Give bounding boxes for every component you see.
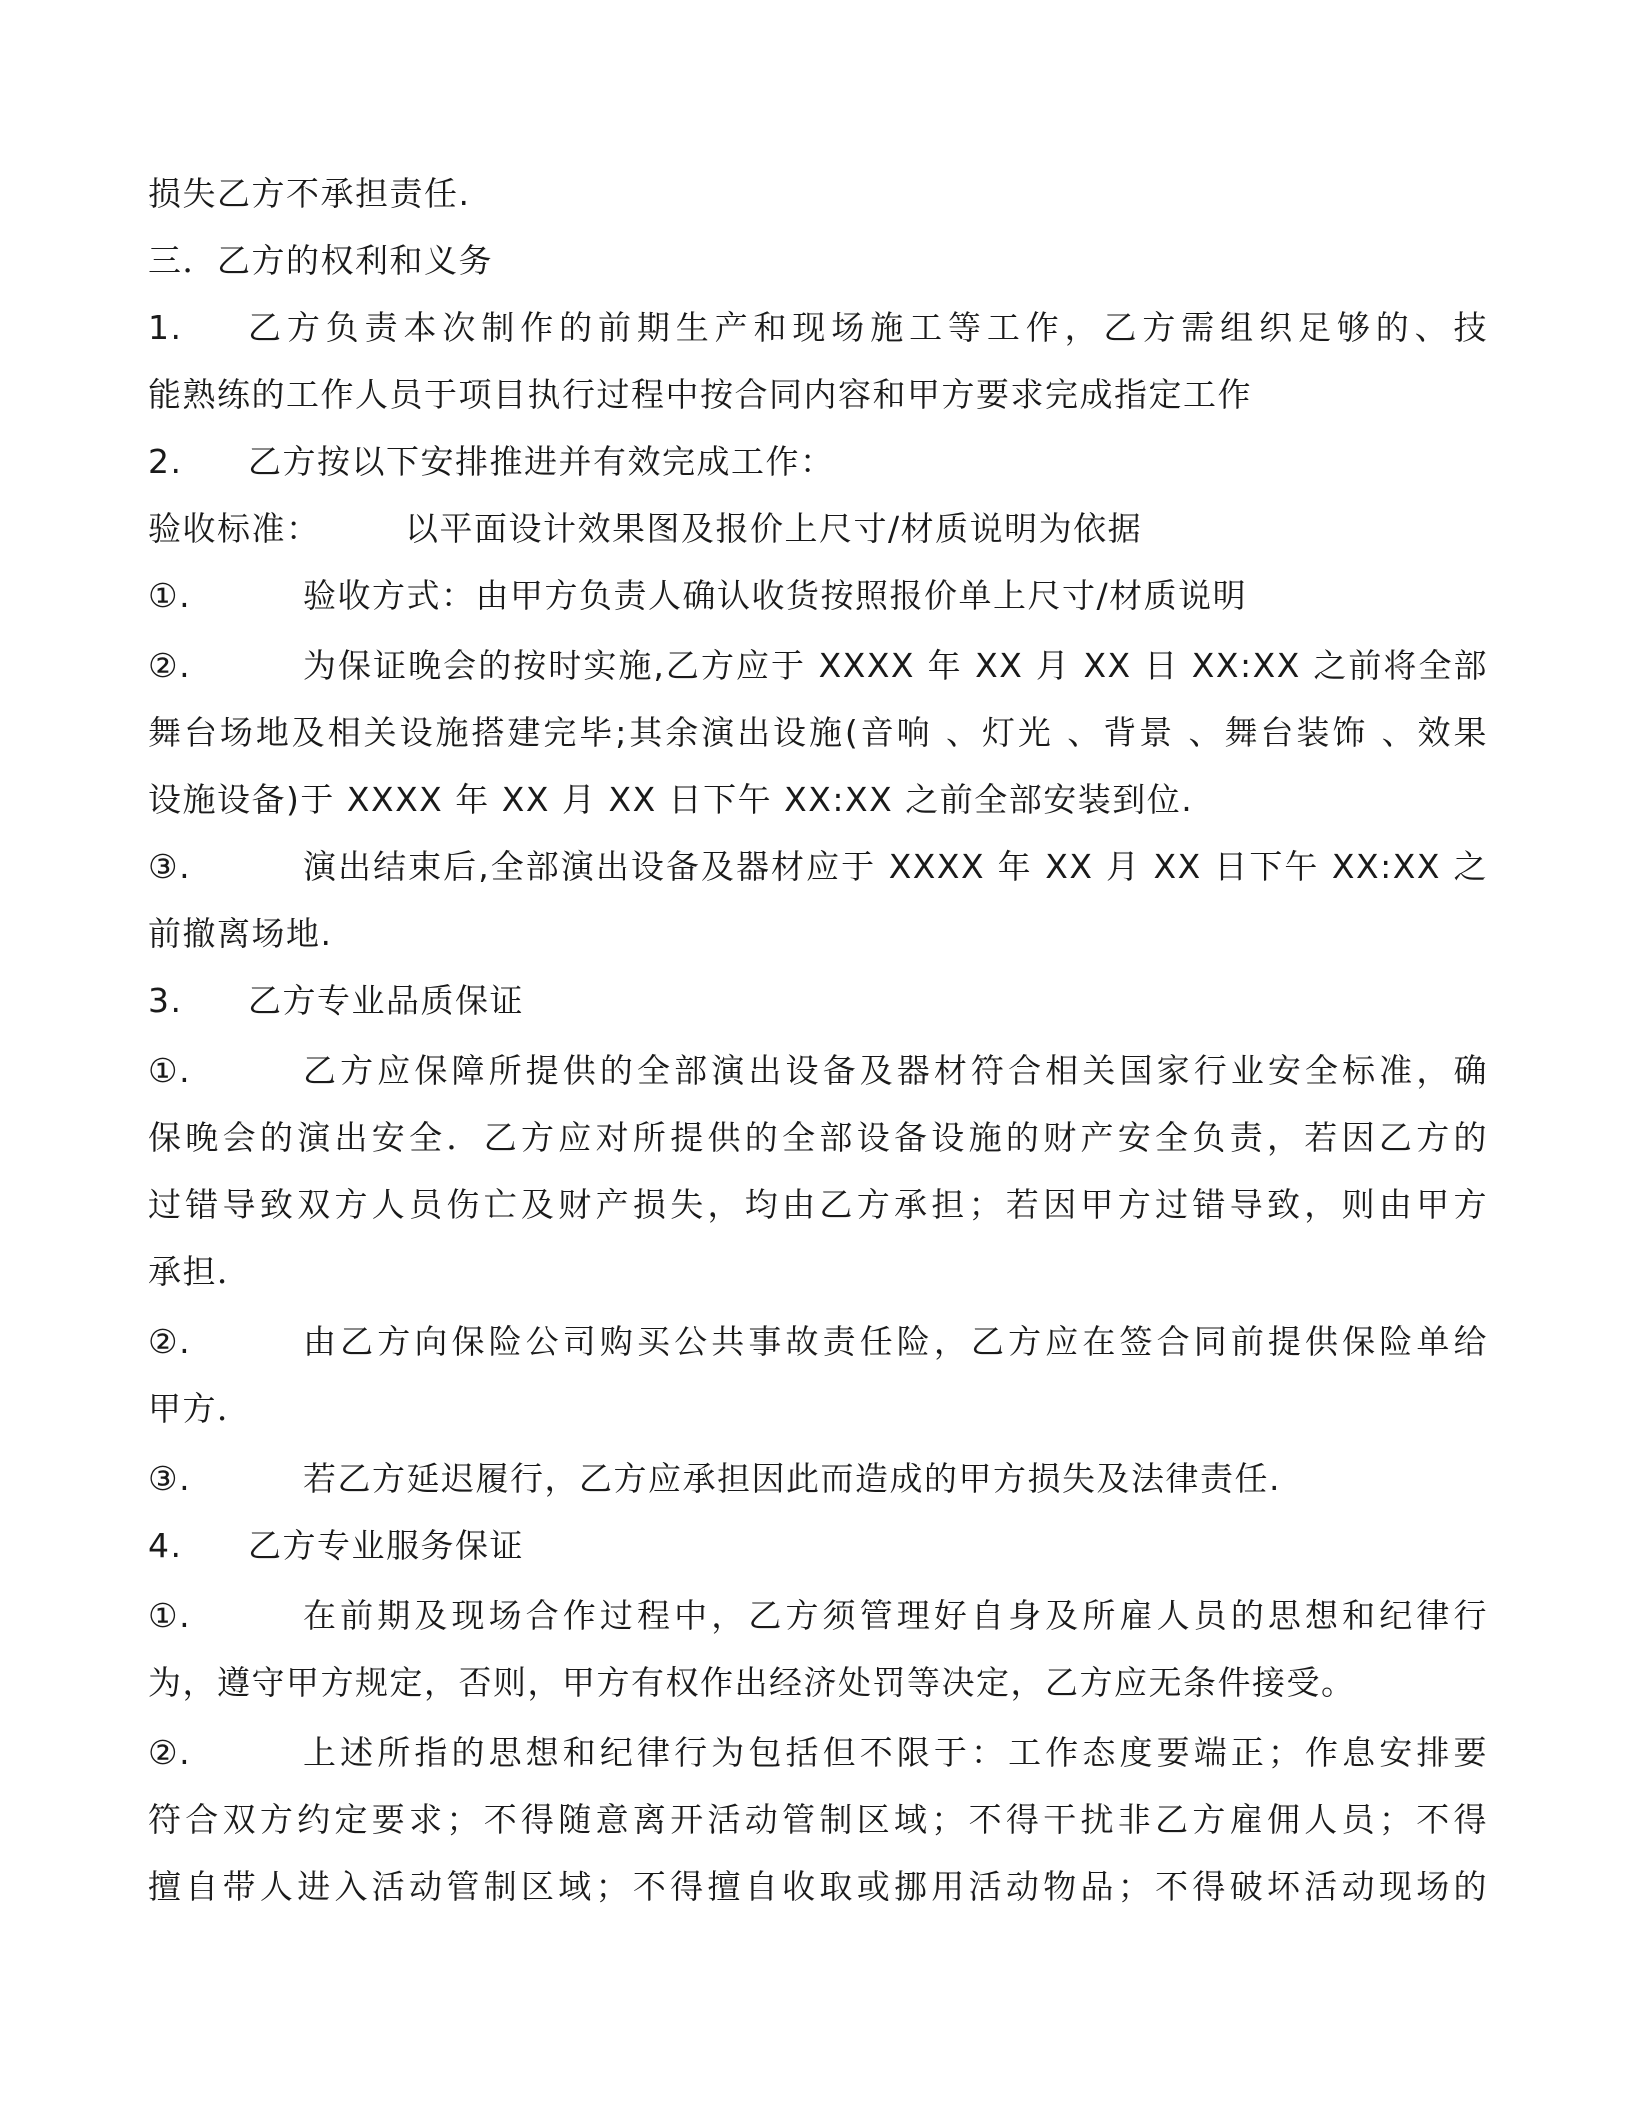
document-body xyxy=(148,160,1488,1920)
subitem-text: 由乙方向保险公司购买公共事故责任险，乙方应在签合同前提供保险单给 xyxy=(303,1322,1488,1361)
paragraph-line xyxy=(148,1238,1488,1305)
line-text: 保晚会的演出安全．乙方应对所提供的全部设备设施的财产安全负责，若因乙方的 xyxy=(148,1118,1488,1157)
line-text: 承担． xyxy=(148,1252,252,1291)
line-text: 以平面设计效果图及报价上尺寸/材质说明为依据 xyxy=(405,509,1143,548)
numbered-subitem xyxy=(148,1719,1488,1786)
subitem-number: ②. xyxy=(148,1733,192,1772)
paragraph-line xyxy=(148,1853,1488,1920)
paragraph-line xyxy=(148,361,1488,428)
paragraph-line xyxy=(148,766,1488,833)
line-label: 验收标准： xyxy=(148,509,321,548)
paragraph-line xyxy=(148,1375,1488,1442)
subitem-number: ③. xyxy=(148,1459,192,1498)
numbered-item xyxy=(148,294,1488,361)
subitem-number: ③. xyxy=(148,847,192,886)
subitem-text: 在前期及现场合作过程中，乙方须管理好自身及所雇人员的思想和纪律行 xyxy=(303,1596,1488,1635)
numbered-subitem xyxy=(148,562,1488,629)
subitem-number: ②. xyxy=(148,646,192,685)
numbered-subitem xyxy=(148,632,1488,699)
subitem-number: ②. xyxy=(148,1322,192,1361)
line-text: 舞台场地及相关设施搭建完毕;其余演出设施(音响 、灯光 、背景 、舞台装饰 、效果 xyxy=(148,713,1488,752)
subitem-number: ①. xyxy=(148,1051,192,1090)
subitem-text: 演出结束后,全部演出设备及器材应于 XXXX 年 XX 月 XX 日下午 XX:XX 之 xyxy=(303,847,1488,886)
line-text: 损失乙方不承担责任. xyxy=(148,174,471,213)
section-heading xyxy=(148,227,1488,294)
line-text: 过错导致双方人员伤亡及财产损失，均由乙方承担；若因甲方过错导致，则由甲方 xyxy=(148,1185,1488,1224)
labeled-line xyxy=(148,495,1488,562)
paragraph-line xyxy=(148,1649,1488,1716)
line-text: 擅自带人进入活动管制区域；不得擅自收取或挪用活动物品；不得破坏活动现场的 xyxy=(148,1867,1488,1906)
numbered-subitem xyxy=(148,1037,1488,1104)
item-number: 4. xyxy=(148,1526,183,1565)
line-text: 为，遵守甲方规定，否则，甲方有权作出经济处罚等决定，乙方应无条件接受。 xyxy=(148,1663,1356,1702)
item-number: 2. xyxy=(148,442,183,481)
line-text: 能熟练的工作人员于项目执行过程中按合同内容和甲方要求完成指定工作 xyxy=(148,375,1252,414)
numbered-subitem xyxy=(148,833,1488,900)
item-text: 乙方专业品质保证 xyxy=(248,981,524,1020)
subitem-text: 验收方式：由甲方负责人确认收货按照报价单上尺寸/材质说明 xyxy=(303,576,1248,615)
numbered-item xyxy=(148,428,1488,495)
item-text: 乙方专业服务保证 xyxy=(248,1526,524,1565)
subitem-text: 乙方应保障所提供的全部演出设备及器材符合相关国家行业安全标准，确 xyxy=(303,1051,1488,1090)
paragraph-line xyxy=(148,160,1488,227)
line-text: 甲方． xyxy=(148,1389,252,1428)
subitem-text: 若乙方延迟履行，乙方应承担因此而造成的甲方损失及法律责任. xyxy=(303,1459,1281,1498)
item-text: 乙方按以下安排推进并有效完成工作： xyxy=(248,442,835,481)
numbered-item xyxy=(148,967,1488,1034)
numbered-item xyxy=(148,1512,1488,1579)
paragraph-line xyxy=(148,699,1488,766)
paragraph-line xyxy=(148,1171,1488,1238)
line-text: 前撤离场地. xyxy=(148,914,333,953)
paragraph-line xyxy=(148,1786,1488,1853)
item-number: 1. xyxy=(148,308,183,347)
section-title: 三．乙方的权利和义务 xyxy=(148,241,493,280)
numbered-subitem xyxy=(148,1308,1488,1375)
item-text: 乙方负责本次制作的前期生产和现场施工等工作，乙方需组织足够的、技 xyxy=(248,308,1488,347)
subitem-number: ①. xyxy=(148,1596,192,1635)
numbered-subitem xyxy=(148,1582,1488,1649)
line-text: 设施设备)于 XXXX 年 XX 月 XX 日下午 XX:XX 之前全部安装到位. xyxy=(148,780,1194,819)
numbered-subitem xyxy=(148,1445,1488,1512)
paragraph-line xyxy=(148,1104,1488,1171)
subitem-text: 为保证晚会的按时实施,乙方应于 XXXX 年 XX 月 XX 日 XX:XX 之前将全部 xyxy=(303,646,1488,685)
subitem-text: 上述所指的思想和纪律行为包括但不限于：工作态度要端正；作息安排要 xyxy=(303,1733,1488,1772)
item-number: 3. xyxy=(148,981,183,1020)
line-text: 符合双方约定要求；不得随意离开活动管制区域；不得干扰非乙方雇佣人员；不得 xyxy=(148,1800,1488,1839)
subitem-number: ①. xyxy=(148,576,192,615)
paragraph-line xyxy=(148,900,1488,967)
